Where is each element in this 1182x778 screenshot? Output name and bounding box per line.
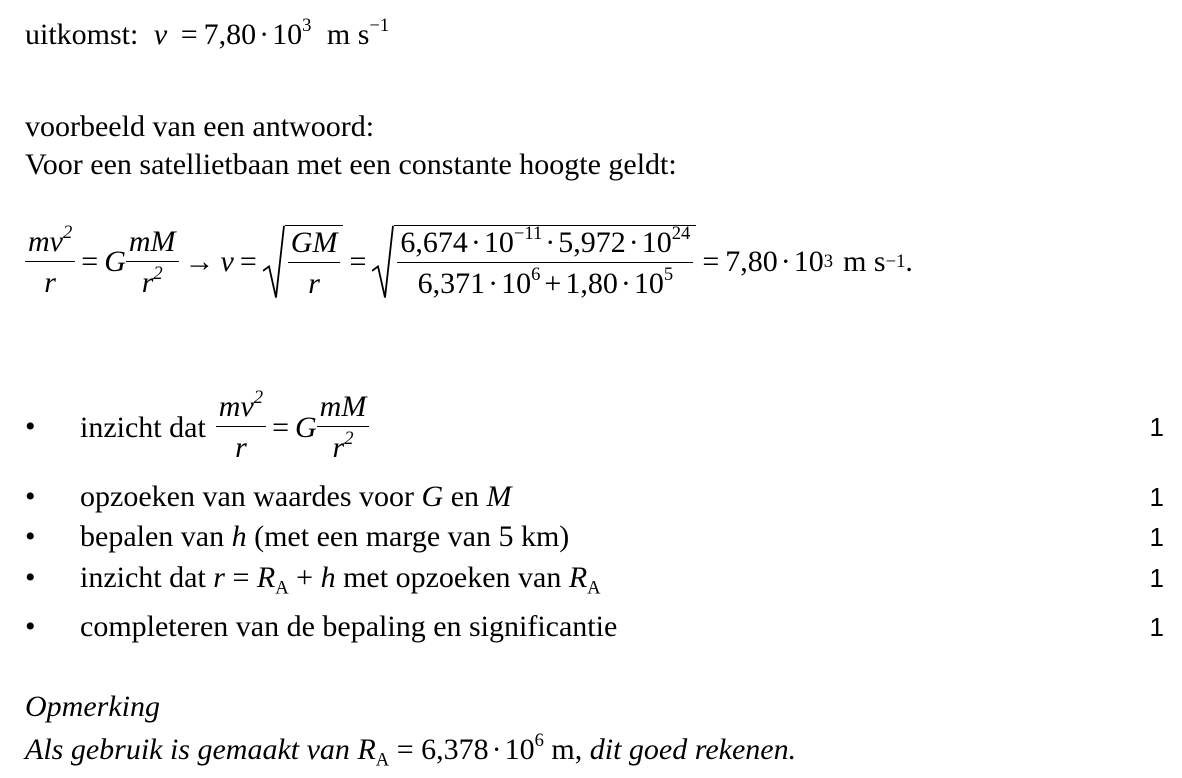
result-unit: m s xyxy=(843,245,886,278)
criterion-2-m: M xyxy=(486,480,512,513)
criterion-1: • inzicht dat $\frac{mv^2}{r}$ = G $\frac{mM}{r^2}$ 1 xyxy=(25,386,1164,464)
criterion-4-score: 1 xyxy=(1149,563,1164,593)
num-value-2: 5,972 xyxy=(558,226,626,259)
remark-unit: m, xyxy=(543,733,583,766)
outcome-unit-exp: −1 xyxy=(369,14,390,36)
sqrt-numerator: GM xyxy=(288,228,341,263)
bullet-icon: • xyxy=(25,520,36,553)
den-value-1: 6,371 xyxy=(417,267,486,300)
bullet-icon: • xyxy=(25,480,36,513)
criterion-1-text: inzicht dat xyxy=(80,410,206,444)
lhs-denominator: r xyxy=(44,265,56,299)
outcome-mantissa: 7,80 xyxy=(203,18,257,51)
den-exp-1: 6 xyxy=(531,263,541,285)
criterion-4-R2: R xyxy=(568,561,588,594)
bullet-icon: • xyxy=(25,410,36,443)
sqrt-gm-r xyxy=(263,225,344,299)
sqrt-denominator: r xyxy=(308,267,320,300)
remark-text xyxy=(25,729,797,771)
criterion-3-h: h xyxy=(231,520,247,553)
criterion-4-text: inzicht dat xyxy=(80,561,214,594)
criterion-3-score: 1 xyxy=(1149,522,1164,552)
criterion-5-text: completeren van de bepaling en significantie xyxy=(80,610,618,643)
remark-eq: = xyxy=(389,733,422,766)
lhs-fraction xyxy=(25,221,75,299)
criterion-4-mid: met opzoeken van xyxy=(335,561,569,594)
rhs-fraction xyxy=(126,224,179,299)
lhs-numerator: mv xyxy=(28,224,63,258)
remark-exp: 6 xyxy=(534,729,544,751)
criterion-2-g: G xyxy=(421,480,444,513)
criterion-5-score: 1 xyxy=(1149,612,1164,642)
result-value: 7,80 xyxy=(725,245,778,278)
criterion-4-r: r xyxy=(213,561,225,594)
arrow-symbol: → xyxy=(184,245,215,278)
velocity-var: v xyxy=(220,245,234,278)
criterion-3-post: (met een marge van 5 km) xyxy=(246,520,570,553)
example-intro: Voor een satellietbaan met een constante hoogte geldt: xyxy=(25,148,677,181)
remark-value: 6,378 xyxy=(421,733,489,766)
criterion-4-R2-sub: A xyxy=(587,577,601,599)
criterion-4-h: h xyxy=(320,561,336,594)
example-heading: voorbeeld van een antwoord: xyxy=(25,110,375,143)
criterion-2-score: 1 xyxy=(1149,482,1164,512)
remark-base: 10 xyxy=(504,733,535,766)
criterion-2-text: opzoeken van waardes voor xyxy=(80,480,422,513)
criterion-4-R: R xyxy=(256,561,276,594)
lhs-num-exp: 2 xyxy=(62,221,73,243)
outcome-label: uitkomst: xyxy=(25,18,139,51)
num-value-1: 6,674 xyxy=(400,226,468,259)
gravity-constant: G xyxy=(104,245,126,278)
outcome-base: 10 xyxy=(272,18,303,51)
outcome-unit: m s xyxy=(326,18,370,51)
criterion-4-plus: + xyxy=(288,561,321,594)
num-exp-2: 24 xyxy=(671,222,691,244)
result-period: . xyxy=(905,245,913,278)
den-exp-2: 5 xyxy=(663,263,674,285)
criterion-1-score: 1 xyxy=(1149,412,1164,442)
main-formula: $\frac{mv^2}{r}$ = G $\frac{mM}{r^2}$ → v = $\frac{GM}{r}$ = $\frac{6,674 \cdot 10^{-11} \cdot 5,972 \cdot 10^{24}}{6,371 \cdot 10^6 + 1,80 \cdot 10^5}$ = 7,80 · 10 3 m s −1 . xyxy=(25,225,913,299)
remark-pre: Als gebruik is gemaakt van xyxy=(25,733,358,766)
remark-post: dit goed rekenen. xyxy=(582,733,797,766)
rhs-numerator: mM xyxy=(126,227,179,262)
outcome-eq: = xyxy=(180,18,198,51)
criterion-4-eq: = xyxy=(224,561,257,594)
remark-R-sub: A xyxy=(375,749,390,771)
outcome-dot: · xyxy=(259,18,270,51)
rhs-denominator: r xyxy=(141,265,154,299)
num-exp-1: −11 xyxy=(513,222,543,244)
criterion-4-R-sub: A xyxy=(275,577,289,599)
criterion-3-text: bepalen van xyxy=(80,520,232,553)
sqrt-numeric: $\frac{6,674 \cdot 10^{-11} \cdot 5,972 \cdot 10^{24}}{6,371 \cdot 10^6 + 1,80 \cdot 10^5}$ xyxy=(372,225,696,299)
bullet-icon: • xyxy=(25,561,36,594)
remark-R: R xyxy=(357,733,376,766)
rhs-den-exp: 2 xyxy=(153,262,163,284)
outcome-var: v xyxy=(153,18,168,51)
criterion-2-mid: en xyxy=(443,480,487,513)
outcome-line xyxy=(25,14,390,51)
remark-heading: Opmerking xyxy=(25,690,160,723)
den-value-2: 1,80 xyxy=(565,267,618,300)
remark-dot: · xyxy=(491,733,502,766)
bullet-icon: • xyxy=(25,610,36,643)
outcome-exp: 3 xyxy=(302,14,312,36)
